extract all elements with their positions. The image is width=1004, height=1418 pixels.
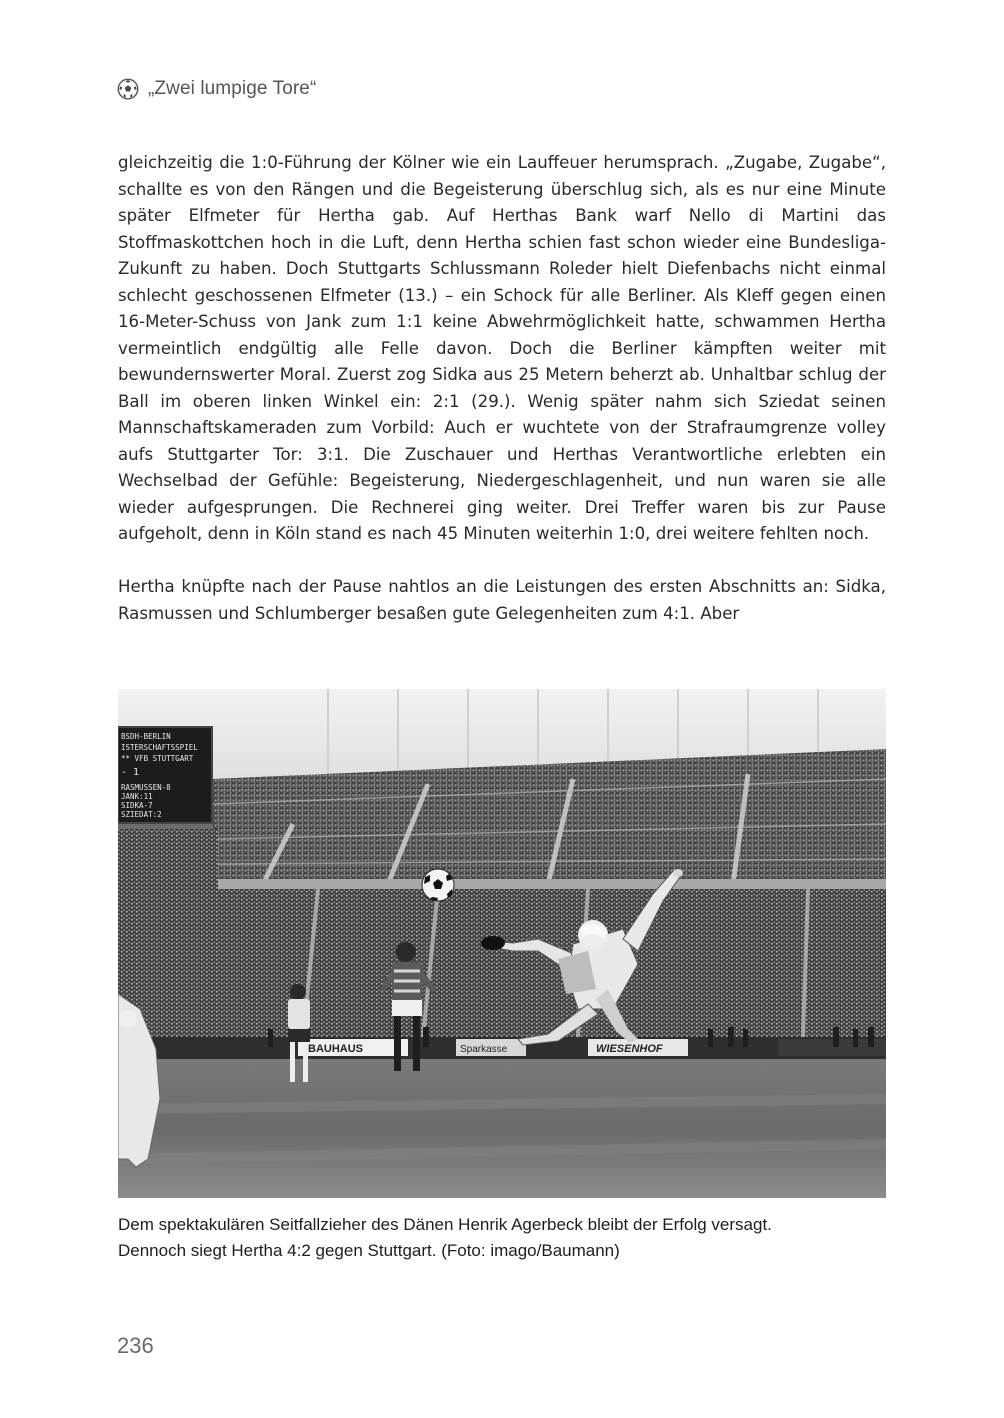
body-text [118, 150, 886, 627]
running-header [117, 74, 316, 104]
caption-line: Dem spektakulären Seitfallzieher des Dänen Henrik Agerbeck bleibt der Erfolg versagt. [118, 1215, 772, 1234]
ad-board: Sparkasse [460, 1044, 508, 1055]
ad-board: BAUHAUS [308, 1043, 363, 1055]
page-number: 236 [117, 1333, 154, 1358]
ad-boards [298, 1039, 886, 1056]
scoreboard [118, 727, 212, 823]
football [422, 869, 454, 901]
scoreboard-line: ** VFB STUTTGART [121, 754, 194, 763]
chapter-title: „Zwei lumpige Tore“ [148, 78, 317, 99]
photo-caption [118, 1212, 886, 1264]
scoreboard-line: BSDH-BERLIN [121, 732, 171, 741]
scoreboard-line: SZIEDAT:2 [121, 810, 162, 819]
paragraph: gleichzeitig die 1:0-Führung der Kölner wie ein Lauffeuer herumsprach. „Zugabe, Zugabe“, schallte es von den Rängen und die Begeisterung überschlug sich, als es nur eine Minute später Elfmeter für Hertha gab. Auf Herthas Bank warf Nello di Martini das Stoffmaskottchen hoch in die Luft, denn Hertha schien fast schon wieder eine Bundesliga-Zukunft zu haben. Doch Stuttgarts Schlussmann Roleder hielt Diefenbachs nicht einmal schlecht geschossenen Elfmeter (13.) – ein Schock für alle Berliner. Als Kleff gegen einen 16-Meter-Schuss von Jank zum 1:1 keine Abwehrmöglichkeit hatte, schwammen Hertha vermeintlich endgültig alle Felle davon. Doch die Berliner kämpften weiter mit bewundernswerter Moral. Zuerst zog Sidka aus 25 Metern beherzt ab. Unhaltbar schlug der Ball im oberen linken Winkel ein: 2:1 (29.). Wenig später nahm sich Sziedat seinen Mannschaftskameraden zum Vorbild: Auch er wuchtete von der Strafraumgrenze volley aufs Stuttgarter Tor: 3:1. Die Zuschauer und Herthas Verantwortliche erlebten ein Wechselbad der Gefühle: Begeisterung, Niedergeschlagenheit, und nun waren sie alle wieder aufgesprungen. Die Rechnerei ging weiter. Drei Treffer waren bis zur Pause aufgeholt, denn in Köln stand es nach 45 Minuten weiterhin 1:0, drei weitere fehlten noch. [118, 153, 886, 543]
scoreboard-line: SIDKA-7 [121, 801, 153, 810]
scoreboard-line: RASMUSSEN-8 [121, 783, 171, 792]
paragraph: Hertha knüpfte nach der Pause nahtlos an die Leistungen des ersten Abschnitts an: Sidka, Rasmussen und Schlumberger besaßen gute Gelegenheiten zum 4:1. Aber [118, 577, 886, 623]
match-photo [118, 689, 886, 1198]
scoreboard-line: JANK:11 [121, 792, 153, 801]
scoreboard-line: - 1 [121, 767, 140, 778]
scoreboard-line: ISTERSCHAFTSSPIEL [121, 743, 198, 752]
caption-line: Dennoch siegt Hertha 4:2 gegen Stuttgart. (Foto: imago/Baumann) [118, 1241, 620, 1260]
ad-board: WIESENHOF [596, 1043, 663, 1055]
soccer-ball-icon [117, 78, 139, 100]
